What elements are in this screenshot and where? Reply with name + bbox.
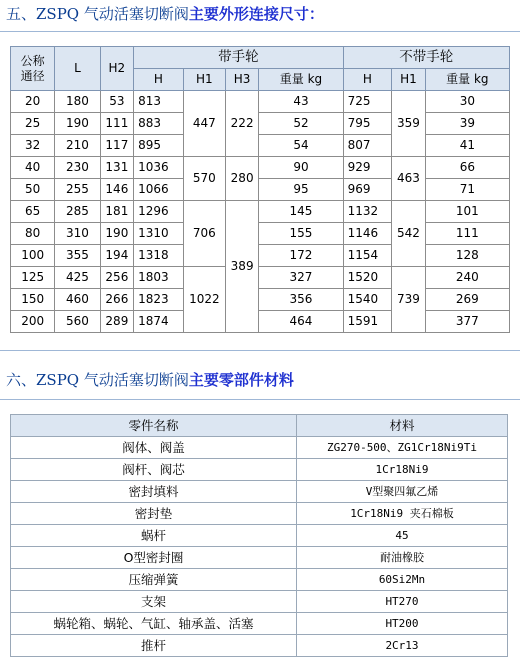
table-row <box>11 157 510 179</box>
cell-H-no-wheel: 1520 <box>343 267 392 289</box>
header-H1: H1 <box>183 69 225 91</box>
cell-weight-no-wheel: 111 <box>425 223 509 245</box>
cell-part-name: 阀杆、阀芯 <box>11 459 297 481</box>
cell-weight: 172 <box>259 245 343 267</box>
cell-part-name: 蜗轮箱、蜗轮、气缸、轴承盖、活塞 <box>11 613 297 635</box>
header-nominal-diameter: 公称 通径 <box>11 47 55 91</box>
section-5-prefix: 五、ZSPQ 气动活塞切断阀 <box>6 5 189 23</box>
cell-H-no-wheel: 969 <box>343 179 392 201</box>
header-with-handwheel: 带手轮 <box>134 47 343 69</box>
cell-H2: 289 <box>100 311 133 333</box>
cell-nominal-diameter: 200 <box>11 311 55 333</box>
materials-table <box>10 414 508 657</box>
cell-part-name: 支架 <box>11 591 297 613</box>
header-H2: H2 <box>100 47 133 91</box>
cell-weight-no-wheel: 66 <box>425 157 509 179</box>
cell-H: 895 <box>134 135 184 157</box>
cell-material: ZG270-500、ZG1Cr18Ni9Ti <box>297 437 508 459</box>
cell-weight: 52 <box>259 113 343 135</box>
table-row <box>11 459 508 481</box>
cell-L: 560 <box>55 311 100 333</box>
cell-H2: 53 <box>100 91 133 113</box>
cell-H: 1318 <box>134 245 184 267</box>
cell-nominal-diameter: 50 <box>11 179 55 201</box>
table-row <box>11 311 510 333</box>
cell-part-name: 压缩弹簧 <box>11 569 297 591</box>
cell-H3: 280 <box>225 157 258 201</box>
cell-nominal-diameter: 150 <box>11 289 55 311</box>
cell-H3: 222 <box>225 91 258 157</box>
cell-H: 1823 <box>134 289 184 311</box>
cell-H1-no-wheel: 359 <box>392 91 425 157</box>
table-row <box>11 547 508 569</box>
cell-H: 813 <box>134 91 184 113</box>
cell-L: 230 <box>55 157 100 179</box>
cell-material: V型聚四氟乙烯 <box>297 481 508 503</box>
dimensions-table <box>10 46 510 333</box>
table-row <box>11 591 508 613</box>
cell-H-no-wheel: 1154 <box>343 245 392 267</box>
table-row <box>11 437 508 459</box>
cell-H2: 181 <box>100 201 133 223</box>
cell-weight: 54 <box>259 135 343 157</box>
divider <box>0 399 520 400</box>
table-row <box>11 635 508 657</box>
cell-weight-no-wheel: 377 <box>425 311 509 333</box>
cell-H1-no-wheel: 542 <box>392 201 425 267</box>
table-row <box>11 503 508 525</box>
cell-L: 460 <box>55 289 100 311</box>
table-row <box>11 613 508 635</box>
cell-weight: 327 <box>259 267 343 289</box>
table-row <box>11 289 510 311</box>
cell-weight: 356 <box>259 289 343 311</box>
cell-part-name: O型密封圈 <box>11 547 297 569</box>
cell-H: 883 <box>134 113 184 135</box>
cell-nominal-diameter: 20 <box>11 91 55 113</box>
cell-L: 355 <box>55 245 100 267</box>
cell-H: 1036 <box>134 157 184 179</box>
divider <box>0 31 520 32</box>
header-material: 材料 <box>297 415 508 437</box>
cell-H-no-wheel: 1591 <box>343 311 392 333</box>
cell-weight-no-wheel: 30 <box>425 91 509 113</box>
cell-H2: 190 <box>100 223 133 245</box>
cell-H-no-wheel: 795 <box>343 113 392 135</box>
table-row <box>11 525 508 547</box>
cell-material: 耐油橡胶 <box>297 547 508 569</box>
cell-H: 1874 <box>134 311 184 333</box>
cell-weight: 464 <box>259 311 343 333</box>
cell-material: 1Cr18Ni9 <box>297 459 508 481</box>
cell-H-no-wheel: 807 <box>343 135 392 157</box>
cell-nominal-diameter: 32 <box>11 135 55 157</box>
section-6-prefix: 六、ZSPQ 气动活塞切断阀 <box>6 371 189 389</box>
table-row <box>11 481 508 503</box>
cell-H-no-wheel: 725 <box>343 91 392 113</box>
cell-weight-no-wheel: 269 <box>425 289 509 311</box>
cell-weight-no-wheel: 39 <box>425 113 509 135</box>
table-row <box>11 201 510 223</box>
cell-L: 190 <box>55 113 100 135</box>
cell-weight-no-wheel: 41 <box>425 135 509 157</box>
cell-L: 180 <box>55 91 100 113</box>
section-5-heading <box>6 4 324 24</box>
cell-H1-no-wheel: 739 <box>392 267 425 333</box>
cell-material: 60Si2Mn <box>297 569 508 591</box>
table-row <box>11 267 510 289</box>
header-part-name: 零件名称 <box>11 415 297 437</box>
cell-material: HT200 <box>297 613 508 635</box>
cell-nominal-diameter: 25 <box>11 113 55 135</box>
cell-weight-no-wheel: 240 <box>425 267 509 289</box>
cell-H-no-wheel: 1540 <box>343 289 392 311</box>
cell-L: 210 <box>55 135 100 157</box>
cell-H: 1803 <box>134 267 184 289</box>
cell-H1: 570 <box>183 157 225 201</box>
cell-L: 425 <box>55 267 100 289</box>
cell-L: 255 <box>55 179 100 201</box>
cell-H2: 111 <box>100 113 133 135</box>
cell-L: 285 <box>55 201 100 223</box>
cell-H1: 706 <box>183 201 225 267</box>
cell-part-name: 蜗杆 <box>11 525 297 547</box>
cell-weight: 155 <box>259 223 343 245</box>
cell-weight: 43 <box>259 91 343 113</box>
cell-weight-no-wheel: 71 <box>425 179 509 201</box>
header-H: H <box>134 69 184 91</box>
cell-H: 1296 <box>134 201 184 223</box>
cell-H-no-wheel: 1146 <box>343 223 392 245</box>
cell-H2: 194 <box>100 245 133 267</box>
cell-material: 45 <box>297 525 508 547</box>
divider <box>0 350 520 351</box>
cell-nominal-diameter: 80 <box>11 223 55 245</box>
cell-nominal-diameter: 100 <box>11 245 55 267</box>
section-6-emphasis: 主要零部件材料 <box>188 371 294 389</box>
cell-weight: 90 <box>259 157 343 179</box>
cell-H-no-wheel: 929 <box>343 157 392 179</box>
table-row <box>11 179 510 201</box>
header-weight-no-wheel: 重量 kg <box>425 69 509 91</box>
cell-H2: 256 <box>100 267 133 289</box>
header-H-no-wheel: H <box>343 69 392 91</box>
table-row <box>11 569 508 591</box>
cell-nominal-diameter: 125 <box>11 267 55 289</box>
cell-H2: 117 <box>100 135 133 157</box>
cell-part-name: 阀体、阀盖 <box>11 437 297 459</box>
cell-H2: 131 <box>100 157 133 179</box>
cell-H: 1066 <box>134 179 184 201</box>
cell-H1: 447 <box>183 91 225 157</box>
cell-H1: 1022 <box>183 267 225 333</box>
cell-part-name: 密封垫 <box>11 503 297 525</box>
cell-part-name: 密封填料 <box>11 481 297 503</box>
cell-nominal-diameter: 40 <box>11 157 55 179</box>
section-6-heading <box>6 370 294 390</box>
section-5-emphasis: 主要外形连接尺寸： <box>188 5 324 23</box>
cell-H1-no-wheel: 463 <box>392 157 425 201</box>
cell-weight-no-wheel: 128 <box>425 245 509 267</box>
cell-nominal-diameter: 65 <box>11 201 55 223</box>
cell-H2: 146 <box>100 179 133 201</box>
cell-L: 310 <box>55 223 100 245</box>
header-weight: 重量 kg <box>259 69 343 91</box>
table-row <box>11 91 510 113</box>
table-row <box>11 113 510 135</box>
cell-part-name: 推杆 <box>11 635 297 657</box>
table-row <box>11 223 510 245</box>
cell-H: 1310 <box>134 223 184 245</box>
cell-H-no-wheel: 1132 <box>343 201 392 223</box>
cell-H2: 266 <box>100 289 133 311</box>
cell-material: 1Cr18Ni9 夹石棉板 <box>297 503 508 525</box>
cell-material: HT270 <box>297 591 508 613</box>
header-H3: H3 <box>225 69 258 91</box>
cell-material: 2Cr13 <box>297 635 508 657</box>
cell-weight: 145 <box>259 201 343 223</box>
cell-H3: 389 <box>225 201 258 333</box>
header-without-handwheel: 不带手轮 <box>343 47 509 69</box>
table-row <box>11 135 510 157</box>
header-L: L <box>55 47 100 91</box>
header-H1-no-wheel: H1 <box>392 69 425 91</box>
cell-weight-no-wheel: 101 <box>425 201 509 223</box>
table-row <box>11 245 510 267</box>
cell-weight: 95 <box>259 179 343 201</box>
